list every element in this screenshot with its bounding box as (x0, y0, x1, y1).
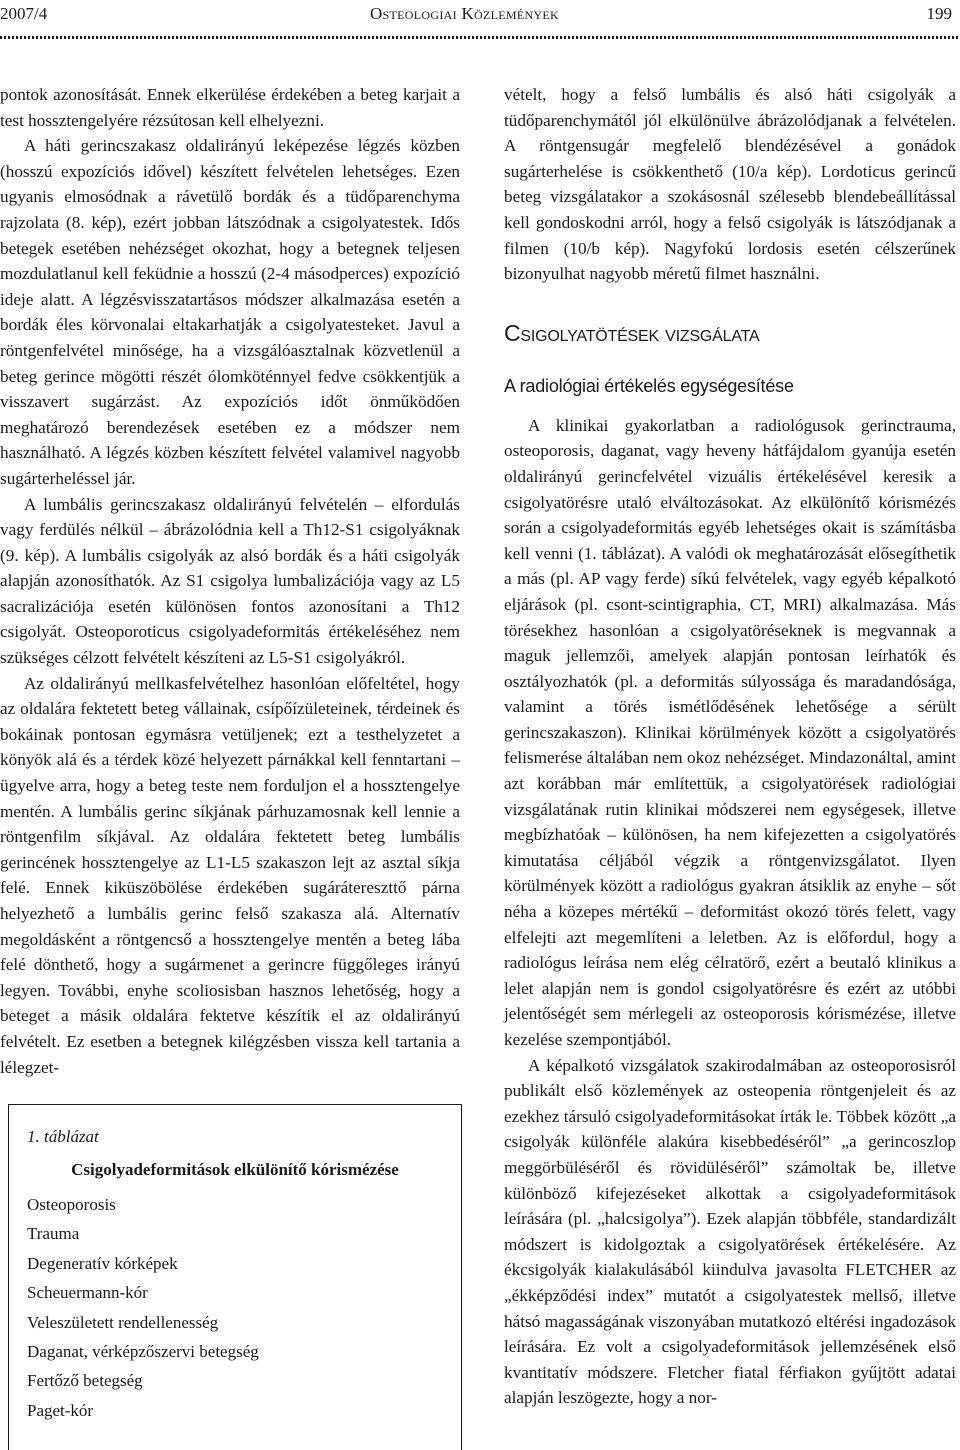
paragraph: vételt, hogy a felső lumbális és alsó háti csigolyák a tüdőparenchymától jól elkülönülve ábrázolódjanak a felvételen. A röntgensugár megfelelő blendézésével a gonádok sugárterhelése is csökkenthető (10/a kép). Lordoticus gerincű beteg vizsgálatakor a szokásosnál szélesebb blendebeállítással kell gondoskodni arról, hogy a felső csigolyák is látszódjanak a filmen (10/b kép). Nagyfokú lordosis esetén célszerűnek bizonyulhat nagyobb méretű filmet használni. (504, 85, 956, 284)
paragraph: A képalkotó vizsgálatok szakirodalmában az osteoporosisról publikált első közlemények az osteopenia röntgenjeleit és az ezekhez társuló csigolyadeformitásokat írták le. Többek között „a csigolyák különféle alakúra kisebbedéséről” „a gerincoszlop meggörbüléséről és rövidüléséről” számoltak be, illetve különböző kifejezéseket alkottak a csigolyadeformitások leírására (pl. „halcsigolya”). Ezek alapján többféle, standardizált módszert is kidolgoztak a csigolyatörések értékelésére. Az ékcsigolyák kialakulásából kiindulva javasolta FLETCHER az „ékképződési index” mutatót a csigolyatestek mellső, illetve hátsó magasságának viszonyában mutatkozó eltérési ingadozások leírására. Ez volt a csigolyadeformitások jellemzésének első kvantitatív módszere. Fletcher fiatal férfiakon gyűjtött adatai alapján leszögezte, hogy a nor- (504, 1055, 956, 1408)
table-item: Daganat, vérképzőszervi betegség (27, 1341, 259, 1361)
page-number: 199 (926, 4, 952, 23)
table-item: Osteoporosis (27, 1195, 116, 1214)
header-rule (0, 36, 960, 39)
journal-title: Osteologiai Közlemények (370, 4, 560, 23)
table-item: Scheuermann-kór (27, 1283, 148, 1303)
table-item: Veleszületett rendellenesség (27, 1312, 219, 1332)
table-item: Degeneratív kórképek (27, 1253, 178, 1273)
section-heading: Csigolyatötések vizsgálata (504, 319, 760, 346)
page-header (0, 0, 960, 42)
right-column (504, 82, 956, 1411)
table-1 (8, 1104, 462, 1450)
paragraph: pontok azonosítását. Ennek elkerülése érdekében a beteg karjait a test hossztengelyére rézsútosan kell elhelyezni. (0, 85, 460, 130)
paragraph: A háti gerincszakasz oldalirányú leképezése légzés közben (hosszú expozíciós idővel) készített felvételen lehetséges. Ezen ugyanis elmosódnak a rávetülő bordák és a tüdőparenchyma rajzolata (8. kép), ezért jobban látszódnak a csigolyatestek. Idős betegek esetében nehézséget okozhat, hogy a betegnek teljesen mozdulatlanul kell feküdnie a hosszú (2-4 másodperces) expozíció ideje alatt. A légzésvisszatartásos módszer alkalmazása esetén a bordák éles körvonalai eltakarhatják a csigolyatesteket. Javul a röntgenfelvétel minősége, ha a vizsgálóasztalnak közvetlenül a beteg gerince mögötti részét ólomköténnyel fedve csökkentjük a visszavert sugárzást. Az expozíciós időt önműködően meghatározó berendezések esetében ez a módszer nem használható. A légzés közben készített felvétel valamivel nagyobb sugárterheléssel jár. (0, 136, 460, 488)
table-title: Csigolyadeformitások elkülönítő kórismézése (71, 1160, 399, 1179)
paragraph: A lumbális gerincszakasz oldalirányú felvételén – elfordulás vagy ferdülés nélkül – ábrázolódnia kell a Th12-S1 csigolyáknak (9. kép). A lumbális csigolyák az alsó bordák és a háti csigolyák alapján azonosíthatók. Az S1 csigolya lumbalizációja vagy az L5 sacralizációja esetén különösen fontos azonosítani a Th12 csigolyát. Osteoporoticus csigolyadeformitás értékeléséhez nem szükséges célzott felvételt készíteni az L5-S1 csigolyákról. (0, 494, 460, 668)
table-item: Paget-kór (27, 1400, 94, 1420)
table-list (27, 1190, 259, 1425)
issue-number: 2007/4 (0, 4, 48, 23)
table-label: 1. táblázat (27, 1127, 99, 1146)
table-item: Fertőző betegség (27, 1371, 143, 1391)
paragraph: Az oldalirányú mellkasfelvételhez hasonlóan előfeltétel, hogy az oldalára fektetett beteg vállainak, csípőízületeinek, térdeinek és bokáinak pontosan egymásra vetüljenek; ezt a testhelyzetet a könyök alá és a térdek közé helyezett párnákkal kell fenntartani – ügyelve arra, hogy a beteg teste nem forduljon el a hossztengelye mentén. A lumbális gerinc síkjának párhuzamosnak kell lennie a röntgenfilm síkjával. Az oldalára fektetett beteg lumbális gerincének hossztengelye az L1-L5 szakaszon lejt az asztal síkja felé. Ennek kiküszöbölése érdekében sugárátereszttő párna helyezhető a lumbális gerinc felső szakasza alá. Alternatív megoldásként a röntgencső a hossztengelye mentén a beteg lába felé dönthető, hogy a sugármenet a gerincre függőleges irányú legyen. További, enyhe scoliosisban hasznos lehetőség, hogy a beteget a másik oldalára fektetve készítik el az oldalirányú felvételt. Ez esetben a betegnek kilégzésben vissza kell tartania a lélegzet- (0, 673, 460, 1077)
table-item: Trauma (27, 1224, 80, 1244)
left-column (0, 82, 460, 1080)
paragraph: A klinikai gyakorlatban a radiológusok gerinctrauma, osteoporosis, daganat, vagy heveny hátfájdalom gyanúja esetén oldalirányú gerincfelvétel vizuális értékelésével keresik a csigolyatörésre utaló elváltozásokat. Az elkülönítő kórismézés során a csigolyadeformitás egyéb lehetséges okait is számításba kell venni (1. táblázat). A valódi ok meghatározását elősegíthetik a más (pl. AP vagy ferde) síkú felvételek, vagy egyéb képalkotó eljárások (pl. csont-scintigraphia, CT, MRI) alkalmazása. Más törésekhez hasonlóan a csigolyatöréseknek is megvannak a maguk jellemzői, amelyek alapján pontosan leírhatók és osztályozhatók (pl. a deformitás súlyossága és maradandósága, valamint a törés ismétlődésének lehetősége a sérült gerincszakaszon). Klinikai körülmények között a csigolyatörés felismerése általában nem okoz nehézséget. Mindazonáltal, amint azt korábban már említettük, a csigolyatörések radiológiai vizsgálatának rutin klinikai módszerei nem egységesek, illetve megbízhatóak – különösen, ha nem kifejezetten a csigolyatörés kimutatása céljából végzik a röntgenvizsgálatot. Ilyen körülmények között a radiológus gyakran átsiklik az enyhe – sőt néha a közepes mértékű – deformitást okozó törés felett, vagy elfelejti azt megemlíteni a leletben. Az is előfordul, hogy a radiológus leírása nem elég célratörő, ezért a beutaló klinikus a lelet alapján nem is gondol csigolyatörésre és ezért az utóbbi jelentőségét sem mérlegeli az osteoporosis kórismézése, illetve kezelése szempontjából. (504, 415, 956, 1049)
subsection-heading: A radiológiai értékelés egységesítése (504, 375, 794, 396)
